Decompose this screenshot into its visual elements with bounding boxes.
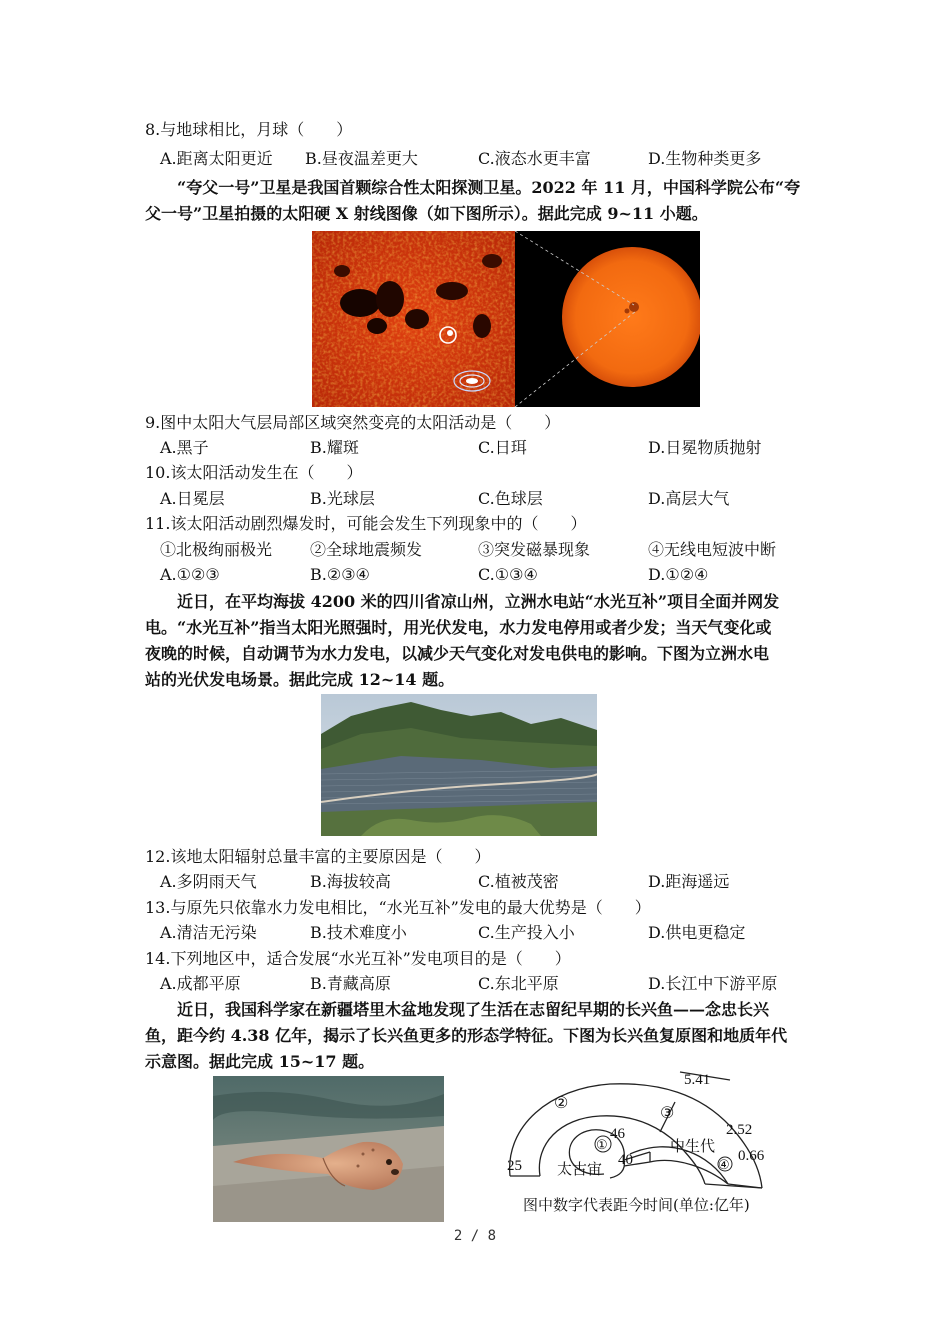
q9-stem: 9.图中太阳大气层局部区域突然变亮的太阳活动是（ ） bbox=[145, 413, 561, 432]
intro-hydro-solar bbox=[145, 589, 805, 693]
q13-option-d: D.供电更稳定 bbox=[648, 923, 746, 942]
label-066: 0.66 bbox=[738, 1148, 765, 1164]
q14-option-c: C.东北平原 bbox=[478, 974, 559, 993]
q11-option-a: A.①②③ bbox=[160, 565, 220, 584]
q10-option-a: A.日冕层 bbox=[160, 489, 225, 508]
intro-kuafu bbox=[145, 175, 805, 227]
q13-stem: 13.与原先只依靠水力发电相比，“水光互补”发电的最大优势是（ ） bbox=[145, 898, 651, 917]
intro-fish-line2: 鱼，距今约 4.38 亿年，揭示了长兴鱼更多的形态学特征。下图为长兴鱼复原图和地质年代 bbox=[145, 1026, 788, 1045]
label-25: 25 bbox=[507, 1158, 522, 1174]
q12-option-b: B.海拔较高 bbox=[310, 872, 391, 891]
q8-option-a: A.距离太阳更近 bbox=[160, 149, 273, 168]
era-3-marker: ③ bbox=[660, 1105, 675, 1122]
solar-farm-photo bbox=[321, 694, 597, 836]
intro-fish-line3: 示意图。据此完成 15~17 题。 bbox=[145, 1052, 375, 1071]
q12-option-a: A.多阴雨天气 bbox=[160, 872, 257, 891]
q9-option-d: D.日冕物质抛射 bbox=[648, 438, 762, 457]
q12-stem: 12.该地太阳辐射总量丰富的主要原因是（ ） bbox=[145, 847, 491, 866]
q8-option-c: C.液态水更丰富 bbox=[478, 149, 591, 168]
q14-stem: 14.下列地区中，适合发展“水光互补”发电项目的是（ ） bbox=[145, 949, 571, 968]
q13-option-b: B.技术难度小 bbox=[310, 923, 407, 942]
q14-option-d: D.长江中下游平原 bbox=[648, 974, 778, 993]
diagram-caption: 图中数字代表距今时间(单位:亿年) bbox=[523, 1196, 750, 1214]
era-4-marker: ④ bbox=[718, 1157, 730, 1172]
q9-option-c: C.日珥 bbox=[478, 438, 527, 457]
q10-option-c: C.色球层 bbox=[478, 489, 543, 508]
era-2-marker: ② bbox=[554, 1095, 569, 1112]
q11-item-1: ①北极绚丽极光 bbox=[160, 540, 273, 559]
label-46: 46 bbox=[610, 1126, 625, 1142]
intro-hydro-line3: 夜晚的时候，自动调节为水力发电，以减少天气变化对发电供电的影响。下图为立洲水电 bbox=[145, 644, 770, 663]
q8-option-b: B.昼夜温差更大 bbox=[305, 149, 418, 168]
label-archean: 太古宙 bbox=[557, 1162, 603, 1178]
label-40: 40 bbox=[618, 1152, 633, 1168]
q9-option-a: A.黑子 bbox=[160, 438, 209, 457]
intro-fish-line1: 近日，我国科学家在新疆塔里木盆地发现了生活在志留纪早期的长兴鱼——念忠长兴 bbox=[177, 1000, 770, 1019]
intro-hydro-line1: 近日，在平均海拔 4200 米的四川省凉山州，立洲水电站“水光互补”项目全面并网发 bbox=[177, 592, 780, 611]
intro-fish bbox=[145, 997, 805, 1075]
q13-option-a: A.清洁无污染 bbox=[160, 923, 257, 942]
q14-option-b: B.青藏高原 bbox=[310, 974, 391, 993]
era-1-marker: ① bbox=[596, 1137, 608, 1152]
q10-option-d: D.高层大气 bbox=[648, 489, 730, 508]
q11-stem: 11.该太阳活动剧烈爆发时，可能会发生下列现象中的（ ） bbox=[145, 514, 587, 533]
q11-item-3: ③突发磁暴现象 bbox=[478, 540, 591, 559]
q12-option-c: C.植被茂密 bbox=[478, 872, 559, 891]
q13-option-c: C.生产投入小 bbox=[478, 923, 575, 942]
q8-stem: 8.与地球相比，月球（ ） bbox=[145, 120, 353, 139]
sun-xray-image bbox=[312, 231, 700, 407]
q14-option-a: A.成都平原 bbox=[160, 974, 241, 993]
q8-option-d: D.生物种类更多 bbox=[648, 149, 762, 168]
q11-option-b: B.②③④ bbox=[310, 565, 370, 584]
fish-reconstruction-photo bbox=[213, 1076, 444, 1222]
q10-option-b: B.光球层 bbox=[310, 489, 375, 508]
intro-hydro-line4: 站的光伏发电场景。据此完成 12~14 题。 bbox=[145, 670, 455, 689]
q11-option-c: C.①③④ bbox=[478, 565, 538, 584]
q9-option-b: B.耀斑 bbox=[310, 438, 359, 457]
label-541: 5.41 bbox=[684, 1072, 711, 1088]
intro-hydro-line2: 电。“水光互补”指当太阳光照强时，用光伏发电，水力发电停用或者少发；当天气变化或 bbox=[145, 618, 772, 637]
q10-stem: 10.该太阳活动发生在（ ） bbox=[145, 463, 363, 482]
q11-option-d: D.①②④ bbox=[648, 565, 709, 584]
intro-kuafu-line1: “夸父一号”卫星是我国首颗综合性太阳探测卫星。2022 年 11 月，中国科学院公布“夸 bbox=[177, 178, 801, 197]
q12-option-d: D.距海遥远 bbox=[648, 872, 730, 891]
page-number: 2 / 8 bbox=[453, 1228, 497, 1244]
label-mesozoic: 中生代 bbox=[670, 1139, 716, 1155]
intro-kuafu-line2: 父一号”卫星拍摄的太阳硬 X 射线图像（如下图所示）。据此完成 9~11 小题。 bbox=[145, 204, 708, 223]
label-252: 2.52 bbox=[726, 1122, 753, 1138]
q11-item-4: ④无线电短波中断 bbox=[648, 540, 777, 559]
q11-item-2: ②全球地震频发 bbox=[310, 540, 423, 559]
